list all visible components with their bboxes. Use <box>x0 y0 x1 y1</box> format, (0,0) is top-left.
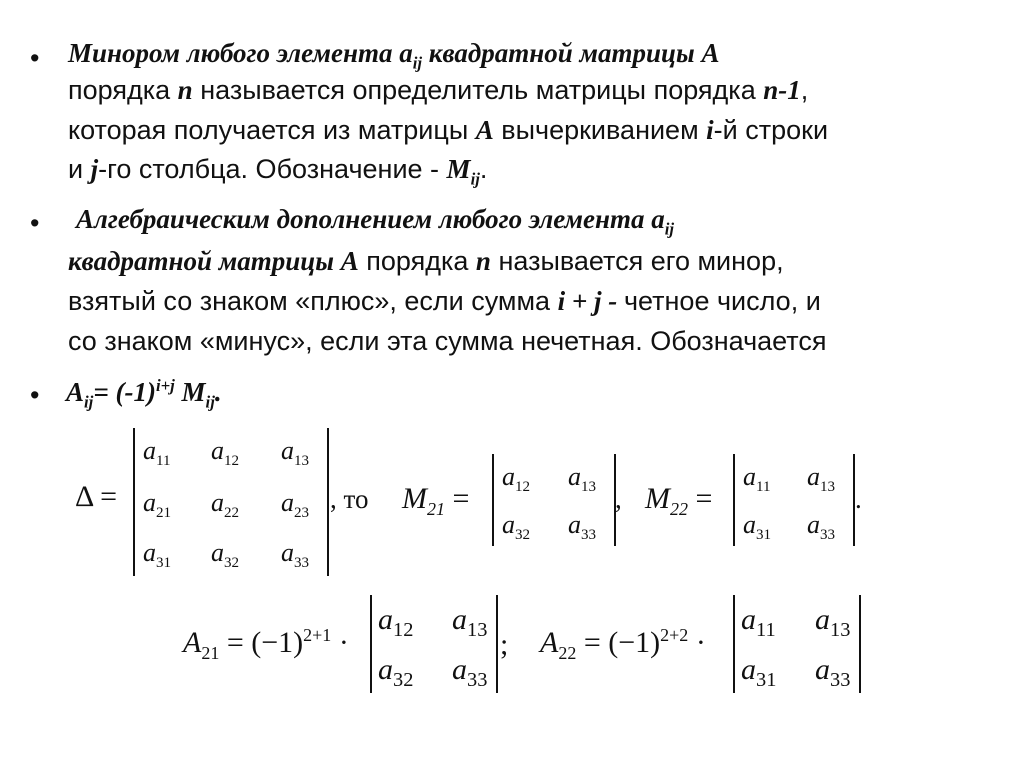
p1-line-4: и j-го столбца. Обозначение - $M_{ij}$. <box>68 154 488 189</box>
matrix-entry: $a_{13}$ <box>452 603 488 641</box>
matrix-entry: $a_{21}$ <box>143 488 172 522</box>
matrix-entry: $a_{33}$ <box>452 653 488 691</box>
minor-term: Минором любого элемента $a_{ij}$ квадратной матрицы A <box>68 38 720 73</box>
comma: , <box>615 484 622 514</box>
p2-line-3: взятый со знаком «плюс», если сумма i + j - четное число, и <box>68 286 821 316</box>
a21-formula-lhs: $A_{21} = (-1)^{2+1}$ · <box>183 625 349 663</box>
matrix-entry: $a_{32}$ <box>502 510 531 544</box>
delta-label: Δ = <box>75 480 118 513</box>
algebraic-complement-term: Алгебраическим дополнением любого элемента $a_{ij}$ <box>76 204 675 239</box>
matrix-entry: $a_{33}$ <box>815 653 851 691</box>
matrix-entry: $a_{31}$ <box>741 653 777 691</box>
p1-line-3: которая получается из матрицы A вычеркиванием i-й строки <box>68 115 829 145</box>
then-word: , то <box>330 484 369 514</box>
matrix-entry: $a_{11}$ <box>743 462 771 496</box>
m21-matrix <box>492 454 616 546</box>
matrix-entry: $a_{13}$ <box>815 603 851 641</box>
p2-line-4: со знаком «минус», если эта сумма нечетная. Обозначается <box>68 326 827 356</box>
matrix-entry: $a_{13}$ <box>807 462 836 496</box>
matrix-entry: $a_{13}$ <box>281 436 310 470</box>
period: . <box>855 484 862 514</box>
matrix-entry: $a_{33}$ <box>807 510 836 544</box>
matrix-entry: $a_{11}$ <box>741 603 776 641</box>
matrix-entry: $a_{31}$ <box>143 538 172 572</box>
m21-label: $M_{21}$ = <box>402 482 470 519</box>
matrix-entry: $a_{11}$ <box>143 436 171 470</box>
m22-label: $M_{22}$ = <box>645 482 713 519</box>
p1-line-2: порядка n называется определитель матрицы порядка n-1, <box>68 75 809 105</box>
matrix-entry: $a_{33}$ <box>568 510 597 544</box>
matrix-entry: $a_{22}$ <box>211 488 240 522</box>
matrix-entry: $a_{13}$ <box>568 462 597 496</box>
matrix-entry: $a_{32}$ <box>378 653 414 691</box>
delta-matrix <box>133 428 329 576</box>
matrix-entry: $a_{12}$ <box>378 603 414 641</box>
bullet-1: • <box>30 43 40 73</box>
bullet-2: • <box>30 208 40 238</box>
matrix-entry: $a_{12}$ <box>211 436 240 470</box>
m22-matrix <box>733 454 855 546</box>
a21-determinant <box>370 595 498 693</box>
matrix-entry: $a_{31}$ <box>743 510 772 544</box>
a22-formula-lhs: $A_{22} = (-1)^{2+2}$ · <box>540 625 706 663</box>
algebraic-complement-formula: $A_{ij}= (-1)^{i+j}$ $M_{ij}$. <box>66 376 222 412</box>
p2-line-1 <box>76 206 674 238</box>
p2-line-2: квадратной матрицы A порядка n называется его минор, <box>68 246 784 276</box>
p1-line-1 <box>68 40 720 72</box>
matrix-entry: $a_{33}$ <box>281 538 310 572</box>
matrix-entry: $a_{32}$ <box>211 538 240 572</box>
matrix-entry: $a_{12}$ <box>502 462 531 496</box>
a22-determinant <box>733 595 861 693</box>
semicolon: ; <box>500 628 509 661</box>
bullet-3: • <box>30 380 40 410</box>
matrix-entry: $a_{23}$ <box>281 488 310 522</box>
